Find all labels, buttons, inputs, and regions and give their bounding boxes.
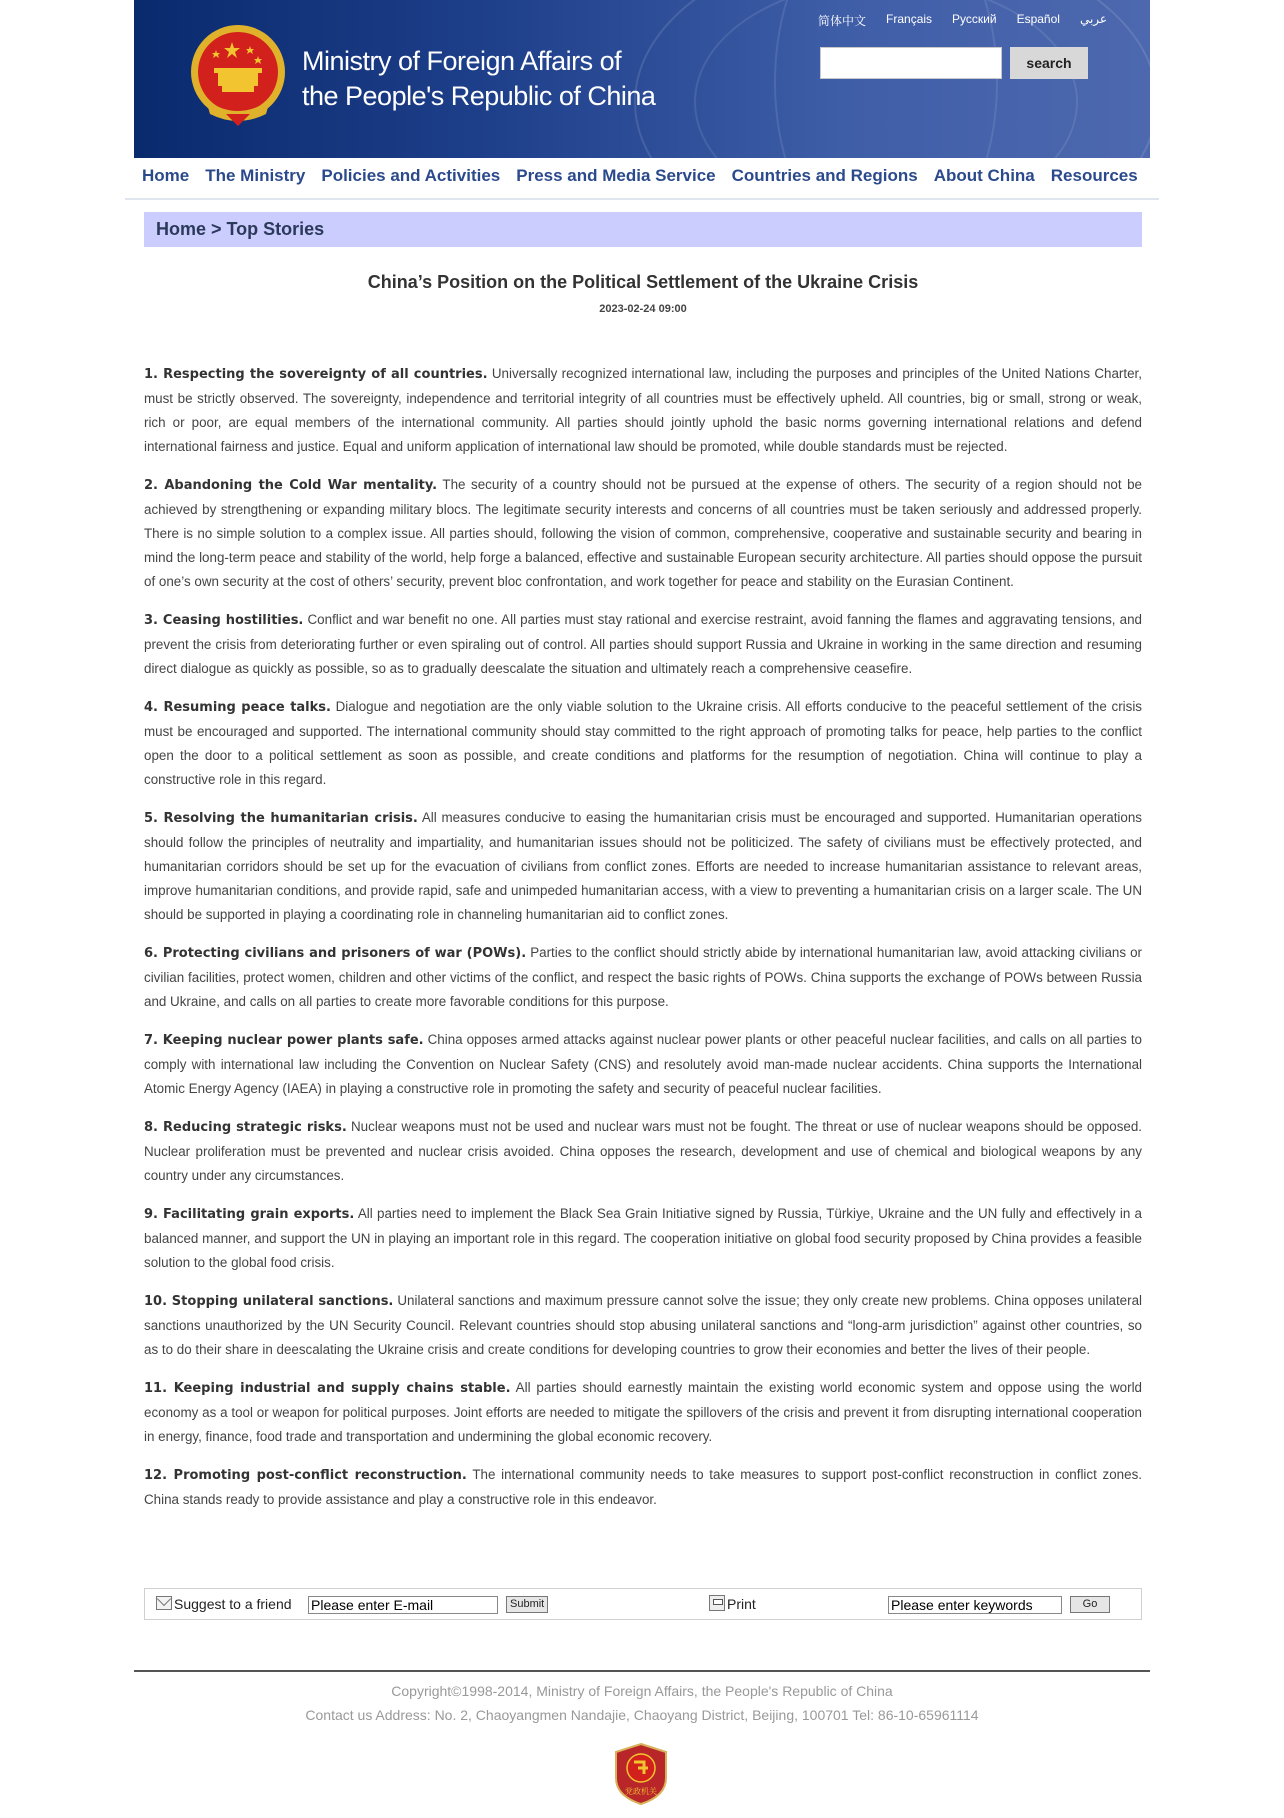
site-title-line: Ministry of Foreign Affairs of bbox=[302, 46, 622, 76]
nav-item-resources[interactable]: Resources bbox=[1050, 166, 1138, 185]
lang-link-russian[interactable]: Русский bbox=[952, 12, 997, 26]
breadcrumb[interactable]: Home > Top Stories bbox=[144, 212, 1142, 247]
article-paragraph bbox=[144, 362, 1142, 459]
lang-link-french[interactable]: Français bbox=[886, 12, 933, 26]
site-title[interactable] bbox=[302, 44, 655, 114]
search-button[interactable]: search bbox=[1010, 47, 1088, 79]
footer-divider bbox=[134, 1670, 1150, 1672]
paragraph-heading: 7. Keeping nuclear power plants safe. bbox=[144, 1033, 424, 1048]
paragraph-heading: 8. Reducing strategic risks. bbox=[144, 1120, 347, 1135]
article-paragraph bbox=[144, 941, 1142, 1014]
article-date: 2023-02-24 09:00 bbox=[599, 303, 687, 315]
submit-button[interactable]: Submit bbox=[506, 1596, 548, 1613]
paragraph-text: All parties should earnestly maintain the existing world economic system and oppose using the world economy as a tool or weapon for political purposes. Joint efforts are needed to mitigate the spillovers of the crisis and prevent it from disrupting international cooperation in energy, finance, food trade and transportation and undermining the global economic recovery. bbox=[144, 1380, 1142, 1444]
paragraph-text: Universally recognized international law, including the purposes and principles of the United Nations Charter, must be strictly observed. The sovereignty, independence and territorial integrity of all countries must be effectively upheld. All countries, big or small, strong or weak, rich or poor, are equal members of the international community. All parties should jointly uphold the basic norms governing international relations and defend international fairness and justice. Equal and uniform application of international law should be promoted, while double standards must be rejected. bbox=[144, 366, 1142, 454]
nav-item-press-and-media-service[interactable]: Press and Media Service bbox=[516, 166, 716, 185]
main-nav bbox=[142, 166, 1138, 186]
paragraph-text: Conflict and war benefit no one. All parties must stay rational and exercise restraint, avoid fanning the flames and aggravating tensions, and prevent the crisis from deteriorating further or even spiraling out of control. All parties should support Russia and Ukraine in working in the same direction and resuming direct dialogue as quickly as possible, so as to gradually deescalate the situation and ultimately reach a comprehensive ceasefire. bbox=[144, 612, 1142, 676]
nav-item-policies-and-activities[interactable]: Policies and Activities bbox=[321, 166, 501, 185]
suggest-to-friend-label[interactable]: Suggest to a friend bbox=[174, 1596, 292, 1612]
footer-contact: Contact us Address: No. 2, Chaoyangmen Nandajie, Chaoyang District, Beijing, 100701 Tel: 86-10-65961114 bbox=[305, 1707, 979, 1723]
paragraph-text: All parties need to implement the Black Sea Grain Initiative signed by Russia, Türkiye, Ukraine and the UN fully and effectively in a balanced manner, and support the UN in playing an important role in this regard. The cooperation initiative on global food security proposed by China provides a feasible solution to the global food crisis. bbox=[144, 1206, 1142, 1270]
search-input[interactable] bbox=[820, 47, 1002, 79]
paragraph-text: The security of a country should not be pursued at the expense of others. The security of a region should not be achieved by strengthening or expanding military blocs. The legitimate security interests and concerns of all countries must be taken seriously and addressed properly. There is no simple solution to a complex issue. All parties should, following the vision of common, comprehensive, cooperative and sustainable security and bearing in mind the long-term peace and stability of the world, help forge a balanced, effective and sustainable European security architecture. All parties should oppose the pursuit of one’s own security at the cost of others’ security, prevent bloc confrontation, and work together for peace and stability on the Eurasian Continent. bbox=[144, 477, 1143, 589]
nav-item-about-china[interactable]: About China bbox=[933, 166, 1035, 185]
paragraph-text: China opposes armed attacks against nuclear power plants or other peaceful nuclear facilities, and calls on all parties to comply with international law including the Convention on Nuclear Safety (CNS) and resolutely avoid man-made nuclear accidents. China supports the International Atomic Energy Agency (IAEA) in playing a constructive role in promoting the safety and security of peaceful nuclear facilities. bbox=[144, 1032, 1142, 1096]
go-button[interactable]: Go bbox=[1070, 1596, 1110, 1613]
paragraph-text: Parties to the conflict should strictly abide by international humanitarian law, avoid attacking civilians or civilian facilities, protect women, children and other victims of the conflict, and respect the basic rights of POWs. China supports the exchange of POWs between Russia and Ukraine, and calls on all parties to create more favorable conditions for this purpose. bbox=[144, 945, 1142, 1009]
keyword-search-input[interactable] bbox=[888, 1596, 1062, 1614]
government-site-badge-icon[interactable] bbox=[614, 1742, 668, 1806]
article-paragraph bbox=[144, 806, 1142, 927]
paragraph-heading: 2. Abandoning the Cold War mentality. bbox=[144, 478, 438, 493]
site-header bbox=[134, 0, 1150, 158]
article-toolbar bbox=[144, 1588, 1142, 1620]
paragraph-heading: 10. Stopping unilateral sanctions. bbox=[144, 1294, 394, 1309]
paragraph-heading: 3. Ceasing hostilities. bbox=[144, 613, 304, 628]
email-field[interactable] bbox=[308, 1596, 498, 1614]
article-paragraph bbox=[144, 1202, 1142, 1275]
paragraph-heading: 1. Respecting the sovereignty of all countries. bbox=[144, 367, 488, 382]
nav-divider bbox=[125, 198, 1159, 200]
paragraph-heading: 5. Resolving the humanitarian crisis. bbox=[144, 811, 418, 826]
paragraph-heading: 12. Promoting post-conflict reconstruction. bbox=[144, 1468, 467, 1483]
lang-link-chinese[interactable]: 简体中文 bbox=[818, 14, 867, 28]
nav-item-home[interactable]: Home bbox=[142, 166, 190, 185]
lang-link-arabic[interactable]: عربي bbox=[1079, 12, 1108, 26]
article-paragraph bbox=[144, 1376, 1142, 1449]
site-title-line: the People's Republic of China bbox=[302, 81, 656, 111]
mail-icon[interactable] bbox=[156, 1596, 172, 1610]
article-paragraph bbox=[144, 608, 1142, 681]
article-paragraph bbox=[144, 695, 1142, 792]
language-switcher bbox=[818, 12, 1107, 29]
article-paragraph bbox=[144, 473, 1142, 594]
national-emblem-icon[interactable] bbox=[186, 22, 290, 130]
paragraph-text: The international community needs to take measures to support post-conflict reconstruction in conflict zones. China stands ready to provide assistance and play a constructive role in this endeavor. bbox=[144, 1467, 1142, 1507]
nav-item-countries-and-regions[interactable]: Countries and Regions bbox=[731, 166, 918, 185]
print-icon[interactable] bbox=[709, 1595, 725, 1611]
lang-link-spanish[interactable]: Español bbox=[1016, 12, 1060, 26]
paragraph-text: Unilateral sanctions and maximum pressure cannot solve the issue; they only create new problems. China opposes unilateral sanctions unauthorized by the UN Security Council. Relevant countries should stop abusing unilateral sanctions and “long-arm jurisdiction” against other countries, so as to do their share in deescalating the Ukraine crisis and create conditions for developing countries to grow their economies and better the lives of their people. bbox=[144, 1293, 1142, 1357]
badge-text: 党政机关 bbox=[625, 1787, 657, 1796]
article-paragraph bbox=[144, 1028, 1142, 1101]
paragraph-heading: 4. Resuming peace talks. bbox=[144, 700, 331, 715]
nav-item-the-ministry[interactable]: The Ministry bbox=[205, 166, 306, 185]
paragraph-heading: 9. Facilitating grain exports. bbox=[144, 1207, 355, 1222]
article-body bbox=[144, 362, 1142, 1526]
paragraph-heading: 11. Keeping industrial and supply chains stable. bbox=[144, 1381, 511, 1396]
print-link[interactable]: Print bbox=[727, 1596, 756, 1612]
article-title: China’s Position on the Political Settlement of the Ukraine Crisis bbox=[367, 272, 919, 292]
footer-copyright: Copyright©1998-2014, Ministry of Foreign Affairs, the People's Republic of China bbox=[391, 1683, 893, 1699]
paragraph-text: All measures conducive to easing the humanitarian crisis must be encouraged and supported. Humanitarian operations should follow the principles of neutrality and impartiality, and humanitarian issues should not be politicized. The safety of civilians must be effectively protected, and humanitarian corridors should be set up for the evacuation of civilians from conflict zones. Efforts are needed to increase humanitarian assistance to relevant areas, improve humanitarian conditions, and provide rapid, safe and unimpeded humanitarian access, with a view to preventing a humanitarian crisis on a larger scale. The UN should be supported in playing a coordinating role in channeling humanitarian aid to conflict zones. bbox=[144, 810, 1142, 922]
article-paragraph bbox=[144, 1289, 1142, 1362]
paragraph-text: Dialogue and negotiation are the only viable solution to the Ukraine crisis. All efforts conducive to the peaceful settlement of the crisis must be encouraged and supported. The international community should stay committed to the right approach of promoting talks for peace, help parties to the conflict open the door to a political settlement as soon as possible, and create conditions and platforms for the resumption of negotiation. China will continue to play a constructive role in this regard. bbox=[144, 699, 1142, 787]
article-paragraph bbox=[144, 1463, 1142, 1512]
paragraph-text: Nuclear weapons must not be used and nuclear wars must not be fought. The threat or use of nuclear weapons should be opposed. Nuclear proliferation must be prevented and nuclear crisis avoided. China opposes the research, development and use of chemical and biological weapons by any country under any circumstances. bbox=[144, 1119, 1143, 1183]
article-paragraph bbox=[144, 1115, 1142, 1188]
paragraph-heading: 6. Protecting civilians and prisoners of war (POWs). bbox=[144, 946, 527, 961]
